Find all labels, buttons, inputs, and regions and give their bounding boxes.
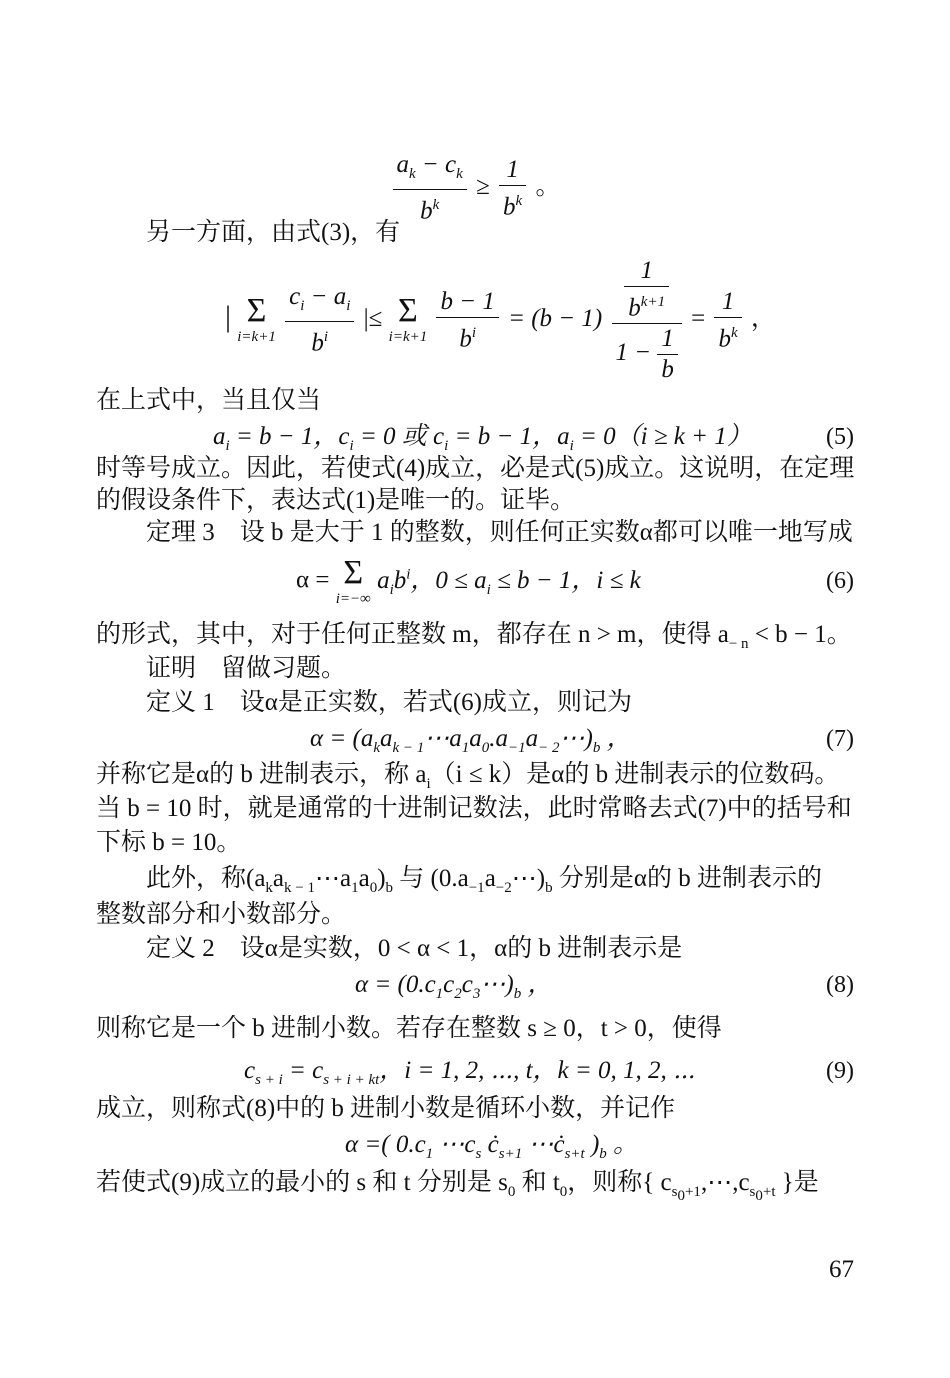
sum-symbol: Σ i=k+1 bbox=[237, 292, 276, 346]
fraction-right: $\frac{1}{b^k}$ bbox=[499, 155, 526, 222]
sum-symbol: Σ i=k+1 bbox=[388, 292, 428, 346]
equation-number-8: (8) bbox=[826, 972, 854, 998]
theorem-3: 定理 3 设 b 是大于 1 的整数，则任何正实数α都可以唯一地写成 bbox=[146, 519, 853, 546]
equation-5: $a_i = b - 1$，$c_i = 0$ 或 $c_i = b - 1$，$a_i = 0(i \ge k + 1)$ bbox=[213, 423, 752, 454]
paragraph-cycle: 成立，则称式(8)中的 b 进制小数是循环小数，并记作 bbox=[96, 1095, 676, 1122]
paragraph-last: 若使式(9)成立的最小的 s 和 t 分别是 $s_0$ 和 $t_0$，则称{ $c_{s_0+1},\cdots,c_{s_0+t}$ }是 bbox=[96, 1169, 819, 1204]
fraction-b-minus-1: $\frac{b - 1}{b^i}$ bbox=[436, 287, 498, 354]
equation-7: $\alpha = (a_ka_{k - 1}\cdots a_1a_0.a_{-1}a_{- 2}\cdots)_b$ ， bbox=[310, 725, 632, 756]
fraction-one-over-bk: $\frac{1}{b^k}$ bbox=[714, 287, 741, 354]
fraction-left: $\frac{a_k - c_k}{b^k}$ bbox=[393, 150, 467, 226]
equation-top: $\frac{a_k - c_k}{b^k}$ ≥ $\frac{1}{b^k}$ 。 bbox=[0, 150, 950, 226]
paragraph-def1-line2: 当 b = 10 时，就是通常的十进制记数法，此时常略去式(7)中的括号和 bbox=[96, 795, 852, 822]
page-number: 67 bbox=[829, 1256, 854, 1283]
paragraph-equality-line2: 的假设条件下，表达式(1)是唯一的。证毕。 bbox=[96, 487, 576, 514]
equation-number-5: (5) bbox=[826, 424, 854, 450]
paragraph-equality-line1: 时等号成立。因此，若使式(4)成立，必是式(5)成立。这说明，在定理 bbox=[96, 455, 855, 482]
paragraph-parts-line2: 整数部分和小数部分。 bbox=[96, 901, 347, 928]
equation-number-6: (6) bbox=[826, 568, 854, 594]
equation-cycle: α =( $0.c_1$ $\cdots c_s$ $ċ_{s+1}$ $\cdots ċ_{s+t}$ )$_b$ 。 bbox=[345, 1131, 639, 1162]
proof: 证明 留做习题。 bbox=[146, 655, 347, 682]
paragraph-decimal: 则称它是一个 b 进制小数。若存在整数 s ≥ 0，t > 0，使得 bbox=[96, 1015, 722, 1042]
paragraph-form: 的形式，其中，对于任何正整数 m，都存在 n > m，使得 $a_{- n} < b - 1$。 bbox=[96, 621, 852, 652]
paragraph-def1-line3: 下标 b = 10。 bbox=[96, 829, 242, 856]
equation-6: α = Σ i=−∞ $a_ib^i$，$0 \le a_i \le b - 1$，i ≤ k bbox=[296, 554, 641, 607]
paragraph-def1-line1: 并称它是α的 b 进制表示，称 $a_i(i \le k)$是α的 b 进制表示的位数码。 bbox=[96, 761, 840, 792]
definition-2: 定义 2 设α是实数，0 < α < 1，α的 b 进制表示是 bbox=[146, 935, 683, 962]
equation-number-7: (7) bbox=[826, 726, 854, 752]
fraction-compound: $\frac{1}{b^{k+1}}$ 1 − $\frac{1}{b}$ bbox=[612, 256, 682, 385]
paragraph-parts-line1: 此外，称$(a_ka_{k - 1}\cdots a_1a_0)_b$ 与 $(0.a_{-1}a_{-2}\cdots)_b$ 分别是α的 b 进制表示的 bbox=[146, 865, 822, 896]
paragraph-when: 在上式中，当且仅当 bbox=[96, 387, 322, 414]
sum-symbol: Σ i=−∞ bbox=[335, 554, 371, 607]
definition-1: 定义 1 设α是正实数，若式(6)成立，则记为 bbox=[146, 689, 633, 716]
fraction-c-minus-a: $\frac{c_i - a_i}{b^i}$ bbox=[285, 282, 354, 358]
equation-number-9: (9) bbox=[826, 1058, 854, 1084]
equation-9: $c_{s + i} = c_{s + i + kt}$，i = 1, 2, ⋯, t，k = 0, 1, 2, ⋯ bbox=[244, 1057, 696, 1088]
equation-8: $\alpha = (0.c_1c_2c_3\cdots)_b$ ， bbox=[355, 971, 553, 1002]
equation-sum: | Σ i=k+1 $\frac{c_i - a_i}{b^i}$ |≤ Σ i=k+1 $\frac{b - 1}{b^i}$ = (b − 1) $\frac{1}{b^{k+1}}$ 1 − $\frac{1}{b}$ = $\frac{1}{b^k}$ ， bbox=[225, 256, 776, 383]
paragraph-other-side: 另一方面，由式(3)，有 bbox=[146, 219, 401, 246]
